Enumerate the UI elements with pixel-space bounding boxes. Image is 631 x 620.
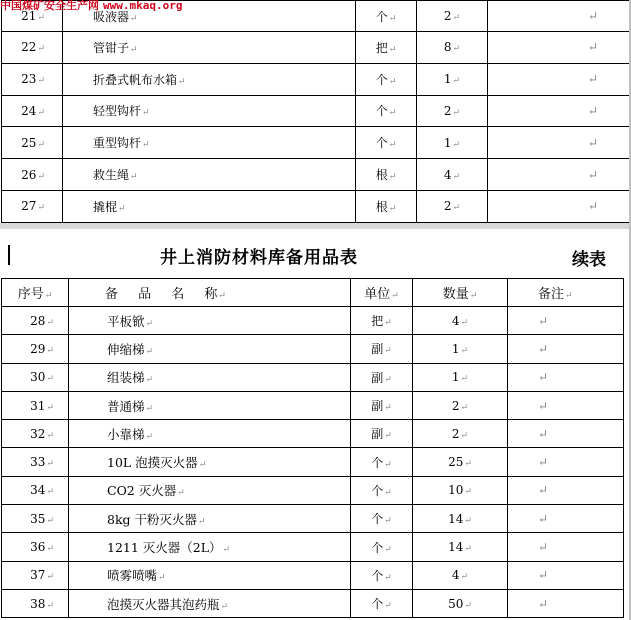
cell-unit: 副↵ bbox=[351, 391, 413, 419]
cell-name: 吸液器↵ bbox=[63, 1, 356, 32]
table-row bbox=[2, 307, 624, 335]
cell-qty: 2↵ bbox=[417, 95, 488, 127]
cell-name: 轻型钩杆↵ bbox=[63, 95, 356, 127]
cell-note: ↵ bbox=[508, 391, 624, 419]
cell-note: ↵ bbox=[508, 505, 624, 533]
cell-unit: 个↵ bbox=[356, 1, 417, 32]
cell-qty: 8↵ bbox=[417, 32, 488, 64]
cell-name: 组装梯↵ bbox=[69, 363, 351, 391]
table-header-row bbox=[2, 279, 624, 307]
cell-note: ↵ bbox=[508, 307, 624, 335]
cell-note: ↵ bbox=[488, 1, 630, 32]
cell-name: 管钳子↵ bbox=[63, 32, 356, 64]
cell-seq: 28↵ bbox=[2, 307, 69, 335]
header-name: 备 品 名 称↵ bbox=[69, 279, 351, 307]
cell-seq: 34↵ bbox=[2, 476, 69, 504]
cell-qty: 2↵ bbox=[413, 420, 508, 448]
cell-unit: 副↵ bbox=[351, 335, 413, 363]
cell-unit: 个↵ bbox=[351, 533, 413, 561]
cell-name: 8kg 干粉灭火器↵ bbox=[69, 505, 351, 533]
table-row bbox=[2, 127, 630, 159]
cell-seq: 35↵ bbox=[2, 505, 69, 533]
table-row bbox=[2, 561, 624, 589]
cell-unit: 根↵ bbox=[356, 190, 417, 222]
cell-seq: 36↵ bbox=[2, 533, 69, 561]
cell-unit: 副↵ bbox=[351, 363, 413, 391]
table-row bbox=[2, 63, 630, 95]
cell-name: CO2 灭火器↵ bbox=[69, 476, 351, 504]
cell-name: 救生绳↵ bbox=[63, 159, 356, 191]
cell-seq: 24↵ bbox=[2, 95, 63, 127]
cell-seq: 23↵ bbox=[2, 63, 63, 95]
page-break-band bbox=[0, 223, 631, 229]
table-row bbox=[2, 159, 630, 191]
header-unit: 单位↵ bbox=[351, 279, 413, 307]
cell-unit: 个↵ bbox=[356, 95, 417, 127]
cell-qty: 4↵ bbox=[417, 159, 488, 191]
cell-note: ↵ bbox=[488, 95, 630, 127]
cell-note: ↵ bbox=[508, 561, 624, 589]
cell-unit: 个↵ bbox=[356, 63, 417, 95]
equipment-table-main bbox=[1, 278, 624, 618]
cell-name: 普通梯↵ bbox=[69, 391, 351, 419]
continued-label: 续表 bbox=[572, 250, 606, 270]
cell-qty: 1↵ bbox=[417, 127, 488, 159]
cell-note: ↵ bbox=[508, 335, 624, 363]
cell-note: ↵ bbox=[508, 420, 624, 448]
cell-note: ↵ bbox=[508, 476, 624, 504]
cell-qty: 10↵ bbox=[413, 476, 508, 504]
cell-note: ↵ bbox=[488, 32, 630, 64]
cell-note: ↵ bbox=[508, 589, 624, 617]
cell-unit: 副↵ bbox=[351, 420, 413, 448]
cell-name: 1211 灭火器（2L）↵ bbox=[69, 533, 351, 561]
cell-name: 10L 泡摸灭火器↵ bbox=[69, 448, 351, 476]
cell-qty: 2↵ bbox=[417, 1, 488, 32]
cell-unit: 个↵ bbox=[351, 589, 413, 617]
header-qty: 数量↵ bbox=[413, 279, 508, 307]
header-note: 备注↵ bbox=[508, 279, 624, 307]
cell-unit: 根↵ bbox=[356, 159, 417, 191]
cell-qty: 1↵ bbox=[417, 63, 488, 95]
cell-note: ↵ bbox=[508, 363, 624, 391]
cell-seq: 38↵ bbox=[2, 589, 69, 617]
table-row bbox=[2, 363, 624, 391]
table-row bbox=[2, 190, 630, 222]
header-seq: 序号↵ bbox=[2, 279, 69, 307]
cell-note: ↵ bbox=[488, 159, 630, 191]
cell-qty: 25↵ bbox=[413, 448, 508, 476]
table-row bbox=[2, 95, 630, 127]
table-row bbox=[2, 335, 624, 363]
cell-seq: 29↵ bbox=[2, 335, 69, 363]
page-title: 井上消防材料库备用品表 bbox=[160, 248, 358, 268]
table-row bbox=[2, 32, 630, 64]
cell-seq: 26↵ bbox=[2, 159, 63, 191]
cell-unit: 把↵ bbox=[356, 32, 417, 64]
cell-seq: 21↵ bbox=[2, 1, 63, 32]
cell-note: ↵ bbox=[508, 448, 624, 476]
cell-qty: 4↵ bbox=[413, 561, 508, 589]
cell-qty: 1↵ bbox=[413, 363, 508, 391]
cell-unit: 个↵ bbox=[356, 127, 417, 159]
cell-name: 重型钩杆↵ bbox=[63, 127, 356, 159]
cell-seq: 25↵ bbox=[2, 127, 63, 159]
cell-unit: 把↵ bbox=[351, 307, 413, 335]
table-row bbox=[2, 589, 624, 617]
cell-name: 伸缩梯↵ bbox=[69, 335, 351, 363]
cell-qty: 2↵ bbox=[417, 190, 488, 222]
cell-name: 平板锨↵ bbox=[69, 307, 351, 335]
table-row bbox=[2, 533, 624, 561]
cell-name: 泡摸灭火器其泡药瓶↵ bbox=[69, 589, 351, 617]
watermark bbox=[0, 0, 182, 12]
table-row bbox=[2, 420, 624, 448]
cell-qty: 50↵ bbox=[413, 589, 508, 617]
cell-seq: 31↵ bbox=[2, 391, 69, 419]
cell-seq: 37↵ bbox=[2, 561, 69, 589]
cell-seq: 22↵ bbox=[2, 32, 63, 64]
cell-note: ↵ bbox=[488, 63, 630, 95]
cell-unit: 个↵ bbox=[351, 505, 413, 533]
cell-qty: 2↵ bbox=[413, 391, 508, 419]
cell-qty: 1↵ bbox=[413, 335, 508, 363]
cell-seq: 27↵ bbox=[2, 190, 63, 222]
cell-seq: 33↵ bbox=[2, 448, 69, 476]
cell-name: 小靠梯↵ bbox=[69, 420, 351, 448]
table-row bbox=[2, 448, 624, 476]
cell-seq: 30↵ bbox=[2, 363, 69, 391]
cell-unit: 个↵ bbox=[351, 561, 413, 589]
cell-note: ↵ bbox=[488, 127, 630, 159]
cell-name: 喷雾喷嘴↵ bbox=[69, 561, 351, 589]
equipment-table-top bbox=[1, 0, 630, 223]
cell-note: ↵ bbox=[488, 190, 630, 222]
cell-unit: 个↵ bbox=[351, 448, 413, 476]
watermark-url: www.mkaq.org bbox=[103, 0, 183, 12]
cell-unit: 个↵ bbox=[351, 476, 413, 504]
cell-qty: 4↵ bbox=[413, 307, 508, 335]
table-row bbox=[2, 505, 624, 533]
cell-qty: 14↵ bbox=[413, 533, 508, 561]
cell-name: 折叠式帆布水箱↵ bbox=[63, 63, 356, 95]
text-cursor bbox=[8, 245, 10, 265]
cell-qty: 14↵ bbox=[413, 505, 508, 533]
watermark-site-name: 中国煤矿安全生产网 bbox=[0, 0, 99, 12]
table-row bbox=[2, 391, 624, 419]
cell-seq: 32↵ bbox=[2, 420, 69, 448]
cell-name: 撬棍↵ bbox=[63, 190, 356, 222]
table-row bbox=[2, 476, 624, 504]
cell-note: ↵ bbox=[508, 533, 624, 561]
